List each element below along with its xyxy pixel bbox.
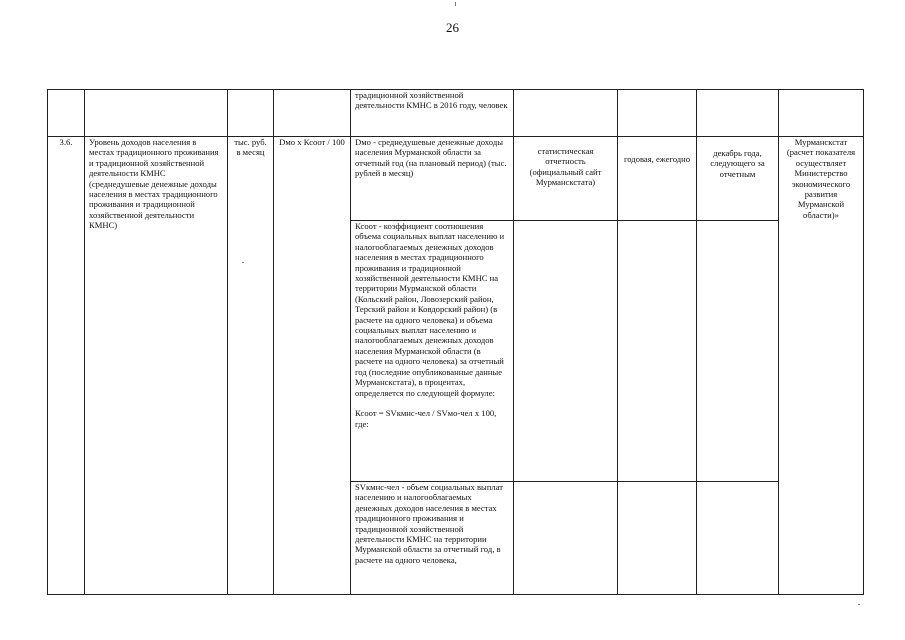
cell-name: [85, 137, 228, 595]
cell-deadline: [697, 221, 779, 482]
cell-deadline: [697, 482, 779, 595]
table-row: [48, 90, 864, 137]
indicator-source: статистическая отчетность (официальный сайт Мурманскстата): [529, 146, 602, 188]
cell-responsible: [779, 137, 864, 595]
cell-responsible: [779, 90, 864, 137]
cell-number: [48, 90, 85, 137]
cell-description: [351, 482, 514, 595]
page-number: 26: [446, 20, 459, 35]
cell-description: [351, 137, 514, 221]
scan-speck: [858, 604, 860, 605]
cell-name: [85, 90, 228, 137]
indicator-responsible: Мурманскстат (расчет показателя осуществляет Министерство экономического развития Мурманской области)»: [786, 137, 856, 220]
indicator-formula: Dмо х Ксоот / 100: [279, 137, 345, 147]
scan-speck: [242, 262, 244, 263]
cell-source: [514, 482, 618, 595]
cell-periodicity: [618, 137, 697, 221]
definition-ksoot: Ксоот - коэффициент соотношения объема социальных выплат населению и налогооблагаемых денежных доходов населения в местах традиционного проживания и традиционной хозяйственной деятельности КМНС на территории Мурманской области (Кольский район, Ловозерский район, Терский район и Ковдорский район) (в расчете на одного человека) и объема социальных выплат населению и налогооблагаемых денежных доходов населения Мурманской области (в расчете на одного человека) за отчетный год (последние опубликованные данные Мурманскстата), в процентах, определяется по следующей формуле: Ксоот = SVкмнс-чел / SVмо-чел х 100, где:: [355, 221, 505, 429]
cell-formula: [274, 90, 351, 137]
table-row: [48, 137, 864, 221]
cell-description: [351, 90, 514, 137]
cell-deadline: [697, 137, 779, 221]
cell-source: [514, 221, 618, 482]
cell-formula: [274, 137, 351, 595]
definition-dmo: Dмо - среднедушевые денежные доходы населения Мурманской области за отчетный год (на плановый период) (тыс. рублей в месяц): [355, 137, 507, 179]
cell-number: [48, 137, 85, 595]
indicators-table: [47, 89, 864, 595]
page-edge-mark: [455, 2, 456, 6]
indicator-deadline: декабрь года, следующего за отчетным: [710, 148, 765, 179]
cell-periodicity: [618, 221, 697, 482]
indicator-periodicity: годовая, ежегодно: [623, 154, 691, 164]
cell-unit: [228, 137, 274, 595]
cell-description: [351, 221, 514, 482]
indicator-number: 3.6.: [59, 137, 73, 147]
cell-source: [514, 90, 618, 137]
indicator-unit: тыс. руб. в месяц: [234, 137, 267, 158]
cell-deadline: [697, 90, 779, 137]
cell-source: [514, 137, 618, 221]
description-text: традиционной хозяйственной деятельности КМНС в 2016 году, человек: [355, 90, 508, 111]
definition-svkmns: SVкмнс-чел - объем социальных выплат населению и налогооблагаемых денежных доходов населения в местах традиционного проживания и традиционной хозяйственной деятельности КМНС на территории Мурманской области за отчетный год, в расчете на одного человека,: [355, 482, 504, 565]
cell-periodicity: [618, 482, 697, 595]
indicator-name: Уровень доходов населения в местах традиционного проживания и традиционной хозяйственной деятельности КМНС (среднедушевые денежные доходы населения в местах традиционного проживания и традиционной хозяйственной деятельности КМНС): [89, 137, 219, 231]
cell-periodicity: [618, 90, 697, 137]
cell-unit: [228, 90, 274, 137]
